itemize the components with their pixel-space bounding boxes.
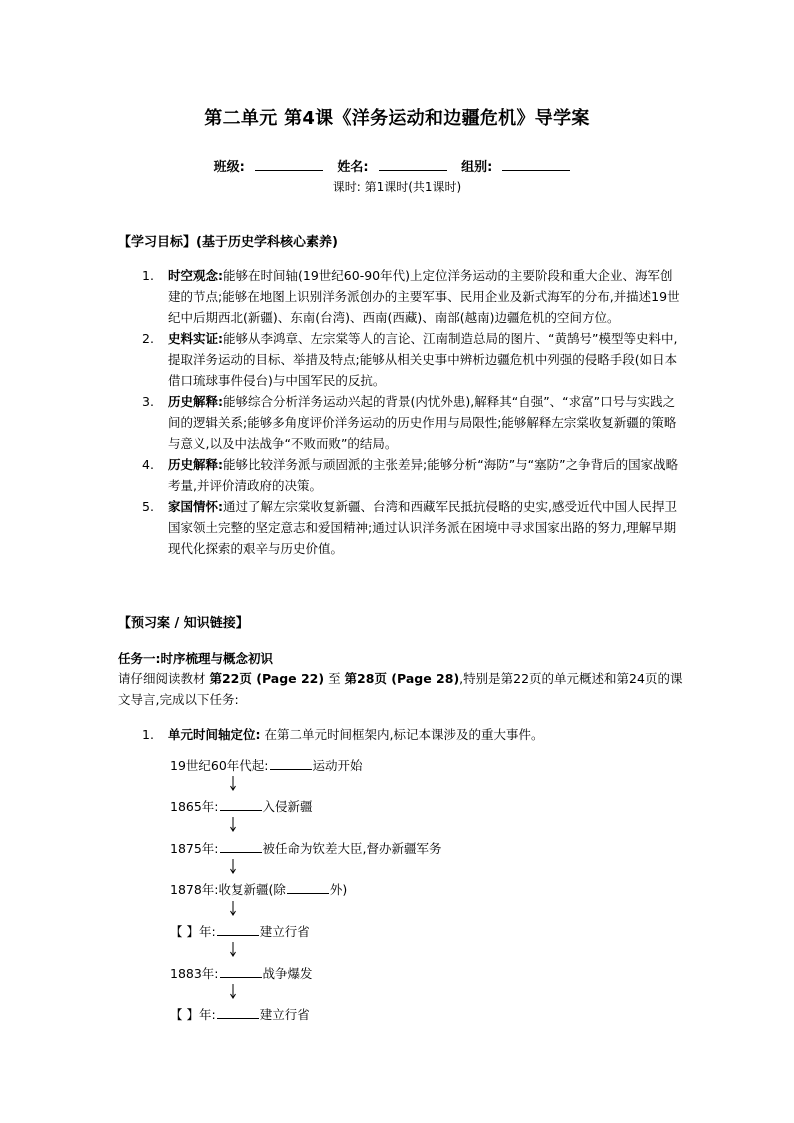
- task-title: 任务一:时序梳理与概念初识: [118, 651, 273, 666]
- task-text-part: 请仔细阅读教材: [118, 671, 210, 686]
- fill-blank[interactable]: [220, 798, 262, 811]
- fill-blank[interactable]: [270, 757, 312, 770]
- fill-blank[interactable]: [220, 965, 262, 978]
- preview-heading: 【预习案 / 知识链接】: [118, 616, 249, 631]
- timeline-date: 1875年:: [170, 841, 219, 856]
- objective-keyword: 历史解释:: [168, 394, 223, 409]
- objective-keyword: 时空观念:: [168, 268, 223, 283]
- timeline-entry: [170, 922, 310, 940]
- fill-blank[interactable]: [220, 840, 262, 853]
- objective-keyword: 史料实证:: [168, 331, 223, 346]
- timeline-event: 被任命为钦差大臣,督办新疆军务: [262, 841, 442, 856]
- objective-number: 5.: [142, 499, 154, 514]
- class-blank[interactable]: [255, 169, 323, 171]
- objective-text: 能够从李鸿章、左宗棠等人的言论、江南制造总局的图片、“黄鹄号”模型等史料中,提取洋务运动的目标、举措及特点;能够从相关史事中辨析边疆危机中列强的侵略手段(如日本借口琉球事件侵台)与中国军民的反抗。: [168, 331, 678, 388]
- class-label: 班级:: [213, 160, 245, 175]
- page-ref-end: 第28页 (Page 28): [344, 671, 460, 686]
- objective-keyword: 家国情怀:: [168, 499, 223, 514]
- timeline-event: 运动开始: [312, 758, 363, 773]
- objective-number: 2.: [142, 331, 154, 346]
- timeline-keyword: 单元时间轴定位:: [168, 727, 261, 742]
- objective-text: 能够在时间轴(19世纪60-90年代)上定位洋务运动的主要阶段和重大企业、海军创建的节点;能够在地图上识别洋务派创办的主要军事、民用企业及新式海军的分布,并描述19世纪中后期西北(新疆)、东南(台湾)、西南(西藏)、南部(越南)边疆危机的空间方位。: [168, 268, 680, 325]
- group-blank[interactable]: [502, 169, 570, 171]
- objective-item: [142, 328, 682, 391]
- timeline-event: 外): [329, 882, 348, 897]
- timeline-event: 建立行省: [259, 1007, 310, 1022]
- timeline-date: 1878年:收复新疆(除: [170, 882, 286, 897]
- name-label: 姓名:: [337, 160, 369, 175]
- student-info-line: [0, 156, 794, 175]
- down-arrow-icon: [229, 901, 237, 917]
- timeline-instruction: 在第二单元时间框架内,标记本课涉及的重大事件。: [260, 727, 544, 742]
- timeline-event: 建立行省: [259, 924, 310, 939]
- fill-blank[interactable]: [217, 1006, 259, 1019]
- timeline-date: 【 】年:: [170, 1007, 216, 1022]
- objective-item: [142, 265, 682, 328]
- objective-number: 1.: [142, 268, 154, 283]
- objective-number: 3.: [142, 394, 154, 409]
- timeline-date: 【 】年:: [170, 924, 216, 939]
- timeline-number: 1.: [142, 727, 154, 742]
- fill-blank[interactable]: [287, 881, 329, 894]
- timeline-entry: [170, 756, 363, 774]
- timeline-entry: [170, 797, 313, 815]
- objective-item: [142, 391, 682, 454]
- down-arrow-icon: [229, 859, 237, 875]
- objectives-list: [142, 265, 682, 559]
- objectives-heading: 【学习目标】(基于历史学科核心素养): [118, 235, 338, 250]
- timeline-event: 战争爆发: [262, 966, 313, 981]
- timeline-entry: [170, 964, 313, 982]
- fill-blank[interactable]: [217, 923, 259, 936]
- task-text-part: ,特别是第22页的单元概述和第24页的课文导言,完成以下任务:: [118, 671, 683, 707]
- timeline-date: 1883年:: [170, 966, 219, 981]
- timeline-date: 1865年:: [170, 799, 219, 814]
- timeline-entry: [170, 1005, 310, 1023]
- objective-item: [142, 454, 682, 496]
- page-title: 第二单元 第4课《洋务运动和边疆危机》导学案: [204, 108, 590, 129]
- timeline-heading: [142, 725, 702, 743]
- down-arrow-icon: [229, 776, 237, 792]
- task-instructions: [118, 668, 688, 710]
- group-label: 组别:: [461, 160, 493, 175]
- page-ref-start: 第22页 (Page 22): [209, 671, 325, 686]
- objective-keyword: 历史解释:: [168, 457, 223, 472]
- objective-text: 能够综合分析洋务运动兴起的背景(内忧外患),解释其“自强”、“求富”口号与实践之间的逻辑关系;能够多角度评价洋务运动的历史作用与局限性;能够解释左宗棠收复新疆的策略与意义,以及中法战争“不败而败”的结局。: [168, 394, 677, 451]
- down-arrow-icon: [229, 817, 237, 833]
- objective-text: 能够比较洋务派与顽固派的主张差异;能够分析“海防”与“塞防”之争背后的国家战略考量,并评价清政府的决策。: [168, 457, 679, 493]
- down-arrow-icon: [229, 984, 237, 1000]
- objective-number: 4.: [142, 457, 154, 472]
- task-text-part: 至: [324, 671, 345, 686]
- timeline-entry: [170, 880, 347, 898]
- objective-text: 通过了解左宗棠收复新疆、台湾和西藏军民抵抗侵略的史实,感受近代中国人民捍卫国家领土完整的坚定意志和爱国精神;通过认识洋务派在困境中寻求国家出路的努力,理解早期现代化探索的艰辛与历史价值。: [168, 499, 677, 556]
- objective-item: [142, 496, 682, 559]
- period-info: 课时: 第1课时(共1课时): [332, 180, 462, 194]
- timeline-entry: [170, 839, 442, 857]
- timeline-event: 入侵新疆: [262, 799, 313, 814]
- timeline-date: 19世纪60年代起:: [170, 758, 269, 773]
- name-blank[interactable]: [379, 169, 447, 171]
- down-arrow-icon: [229, 942, 237, 958]
